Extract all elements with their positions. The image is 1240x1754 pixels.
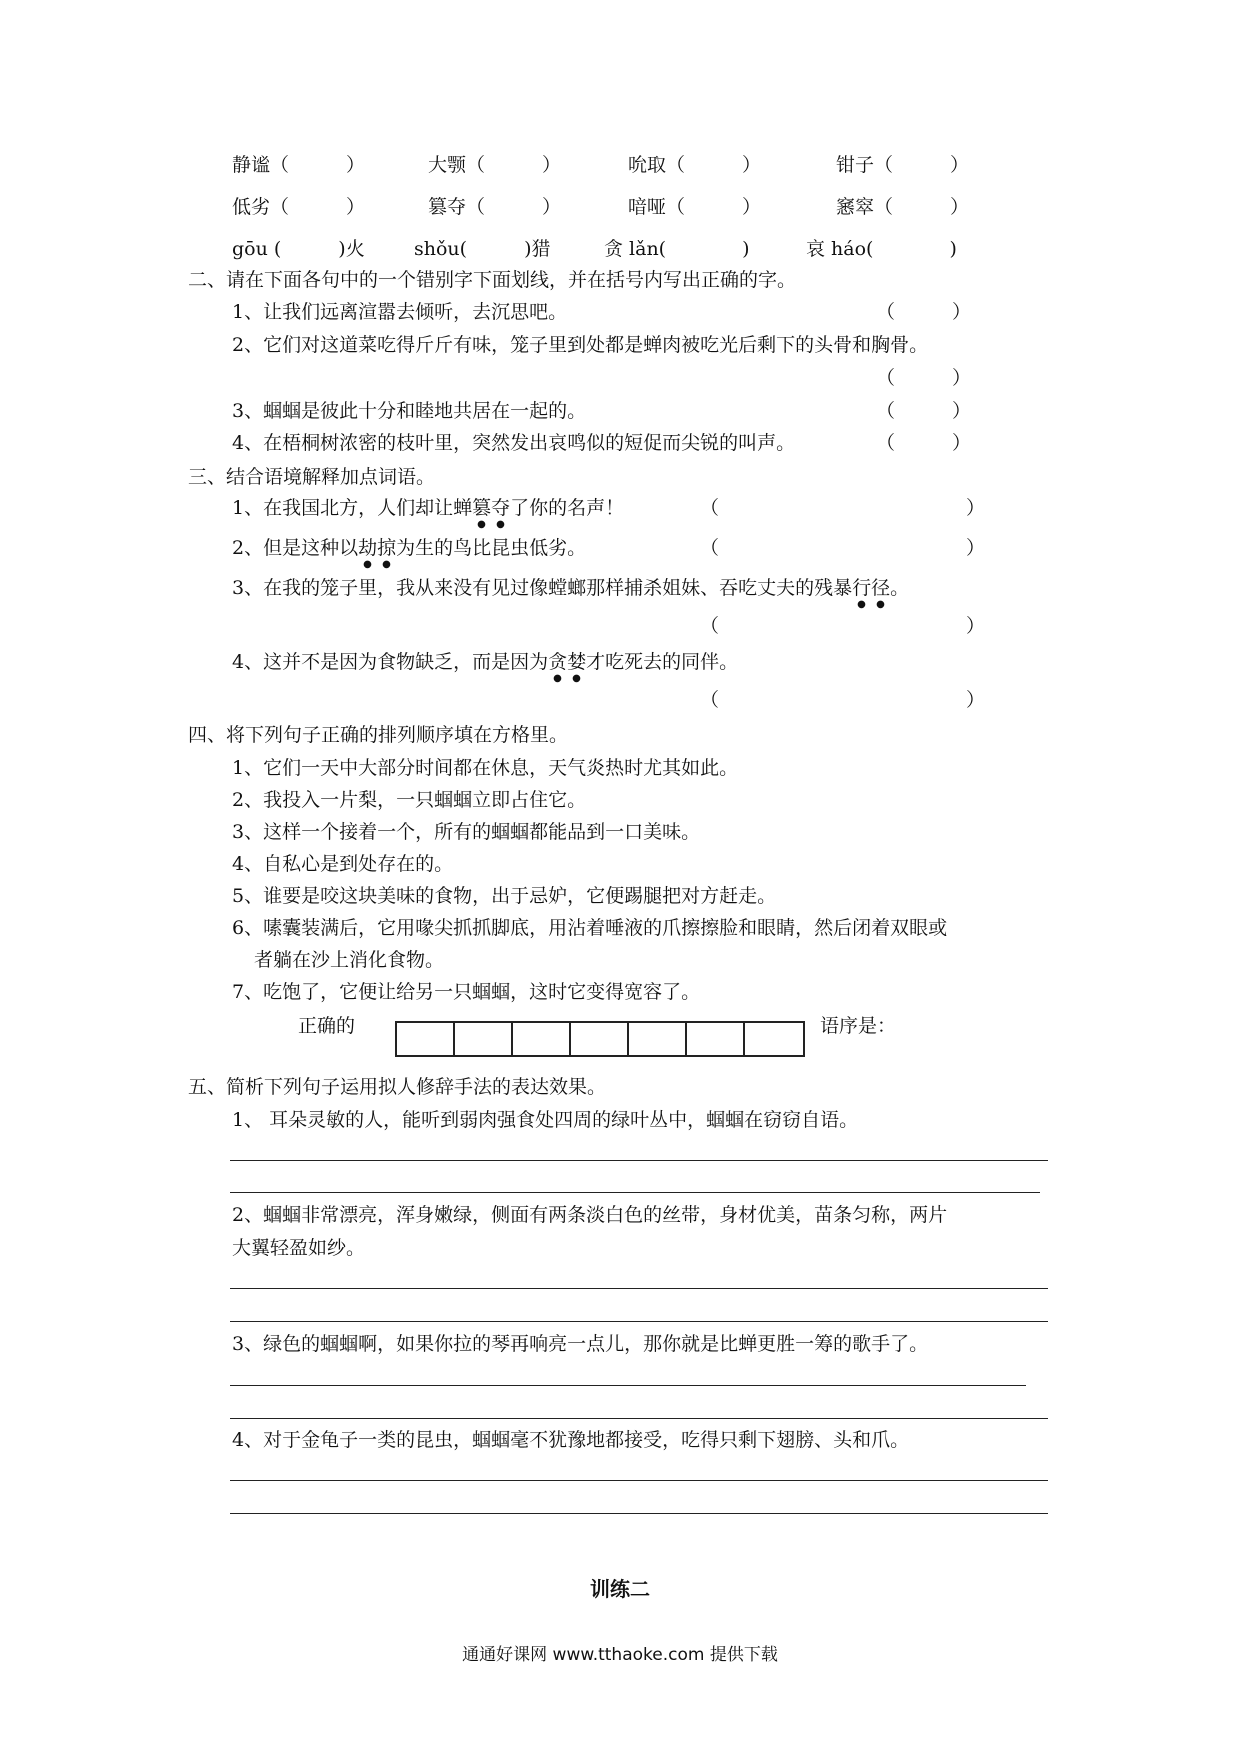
list-item: 6、嗉囊装满后，它用喙尖抓抓脚底，用沾着唾液的爪擦擦脸和眼睛，然后闭着双眼或 [232, 917, 948, 939]
text-post: 了你的名声！ [510, 497, 625, 519]
text-pre: 1、在我国北方，人们却让蝉 [232, 497, 473, 519]
section-heading: 五、简析下列句子运用拟人修辞手法的表达效果。 [188, 1076, 607, 1098]
question-item: 2、它们对这道菜吃得斤斤有味，笼子里到处都是蝉肉被吃光后剩下的头骨和胸骨。 [232, 334, 929, 356]
word-item: 吮取（ ） [628, 154, 762, 176]
section-title: 训练二 [590, 1577, 650, 1601]
page-footer: 通通好课网 www.tthaoke.com 提供下载 [462, 1645, 778, 1665]
answer-paren: （ ） [876, 367, 972, 389]
dotted-word: 劫掠 [358, 537, 397, 559]
list-item: 3、这样一个接着一个，所有的蝈蝈都能品到一口美味。 [232, 821, 701, 843]
word-item: 篡夺（ ） [428, 196, 562, 218]
answer-paren: （ ） [700, 689, 986, 711]
answer-paren: （ ） [700, 615, 986, 637]
answer-paren: （ ） [700, 497, 986, 519]
word-item: 低劣（ ） [232, 196, 366, 218]
answer-paren: （ ） [700, 537, 986, 559]
pinyin-item: shǒu( )猎 [414, 238, 551, 260]
question-item: 1、 耳朵灵敏的人，能听到弱肉强食处四周的绿叶丛中，蝈蝈在窃窃自语。 [232, 1109, 859, 1131]
answer-label: 语序是： [820, 1015, 897, 1037]
answer-grid [395, 1021, 805, 1057]
text-post: 为生的鸟比昆虫低劣。 [396, 537, 587, 559]
list-item: 7、吃饱了，它便让给另一只蝈蝈，这时它变得宽容了。 [232, 981, 701, 1003]
word-item: 喑哑（ ） [628, 196, 762, 218]
word-item: 钳子（ ） [836, 154, 970, 176]
question-item: 大翼轻盈如纱。 [232, 1237, 366, 1259]
list-item: 5、谁要是咬这块美味的食物，出于忌妒，它便踢腿把对方赶走。 [232, 885, 777, 907]
list-item: 者躺在沙上消化食物。 [254, 949, 445, 971]
answer-line[interactable] [230, 1160, 1048, 1161]
question-item: 4、对于金龟子一类的昆虫，蝈蝈毫不犹豫地都接受，吃得只剩下翅膀、头和爪。 [232, 1429, 910, 1451]
answer-cell[interactable] [745, 1023, 803, 1055]
text-pre: 4、这并不是因为食物缺乏，而是因为 [232, 651, 549, 673]
pinyin-item: 贪 lǎn( ) [604, 238, 750, 260]
list-item: 1、它们一天中大部分时间都在休息，天气炎热时尤其如此。 [232, 757, 739, 779]
question-item [232, 536, 586, 570]
answer-cell[interactable] [397, 1023, 455, 1055]
answer-line[interactable] [230, 1480, 1048, 1481]
section-heading: 二、请在下面各句中的一个错别字下面划线，并在括号内写出正确的字。 [188, 269, 797, 291]
question-item: 3、蝈蝈是彼此十分和睦地共居在一起的。 [232, 400, 587, 422]
word-item: 窸窣（ ） [836, 196, 970, 218]
text-post: 才吃死去的同伴。 [586, 651, 739, 673]
question-item: 1、让我们远离渲嚣去倾听，去沉思吧。 [232, 301, 568, 323]
dotted-word: 篡夺 [472, 497, 511, 519]
answer-line[interactable] [230, 1418, 1048, 1419]
text-pre: 2、但是这种以 [232, 537, 359, 559]
question-item [232, 650, 738, 684]
answer-line[interactable] [230, 1513, 1048, 1514]
answer-paren: （ ） [876, 400, 972, 422]
section-heading: 四、将下列句子正确的排列顺序填在方格里。 [188, 724, 569, 746]
answer-cell[interactable] [629, 1023, 687, 1055]
answer-line[interactable] [230, 1321, 1048, 1322]
answer-paren: （ ） [876, 301, 972, 323]
answer-line[interactable] [230, 1192, 1040, 1193]
pinyin-item: gōu ( )火 [232, 238, 365, 260]
answer-label: 正确的 [298, 1015, 356, 1037]
question-item: 4、在梧桐树浓密的枝叶里，突然发出哀鸣似的短促而尖锐的叫声。 [232, 432, 796, 454]
word-item: 大颚（ ） [428, 154, 562, 176]
dotted-word: 行径 [852, 577, 891, 599]
list-item: 2、我投入一片梨，一只蝈蝈立即占住它。 [232, 789, 587, 811]
dotted-word: 贪婪 [548, 651, 587, 673]
answer-paren: （ ） [876, 432, 972, 454]
text-pre: 3、在我的笼子里，我从来没有见过像螳螂那样捕杀姐妹、吞吃丈夫的残暴 [232, 577, 853, 599]
answer-line[interactable] [230, 1385, 1026, 1386]
question-item: 3、绿色的蝈蝈啊，如果你拉的琴再响亮一点儿，那你就是比蝉更胜一筹的歌手了。 [232, 1333, 929, 1355]
answer-cell[interactable] [513, 1023, 571, 1055]
answer-cell[interactable] [571, 1023, 629, 1055]
pinyin-item: 哀 háo( ) [806, 238, 957, 260]
answer-cell[interactable] [455, 1023, 513, 1055]
section-heading: 三、结合语境解释加点词语。 [188, 466, 436, 488]
question-item [232, 576, 909, 610]
word-item: 静谧（ ） [232, 154, 366, 176]
text-post: 。 [890, 577, 910, 599]
answer-line[interactable] [230, 1288, 1048, 1289]
answer-cell[interactable] [687, 1023, 745, 1055]
list-item: 4、自私心是到处存在的。 [232, 853, 454, 875]
question-item: 2、蝈蝈非常漂亮，浑身嫩绿，侧面有两条淡白色的丝带，身材优美，苗条匀称，两片 [232, 1204, 948, 1226]
question-item [232, 496, 624, 530]
